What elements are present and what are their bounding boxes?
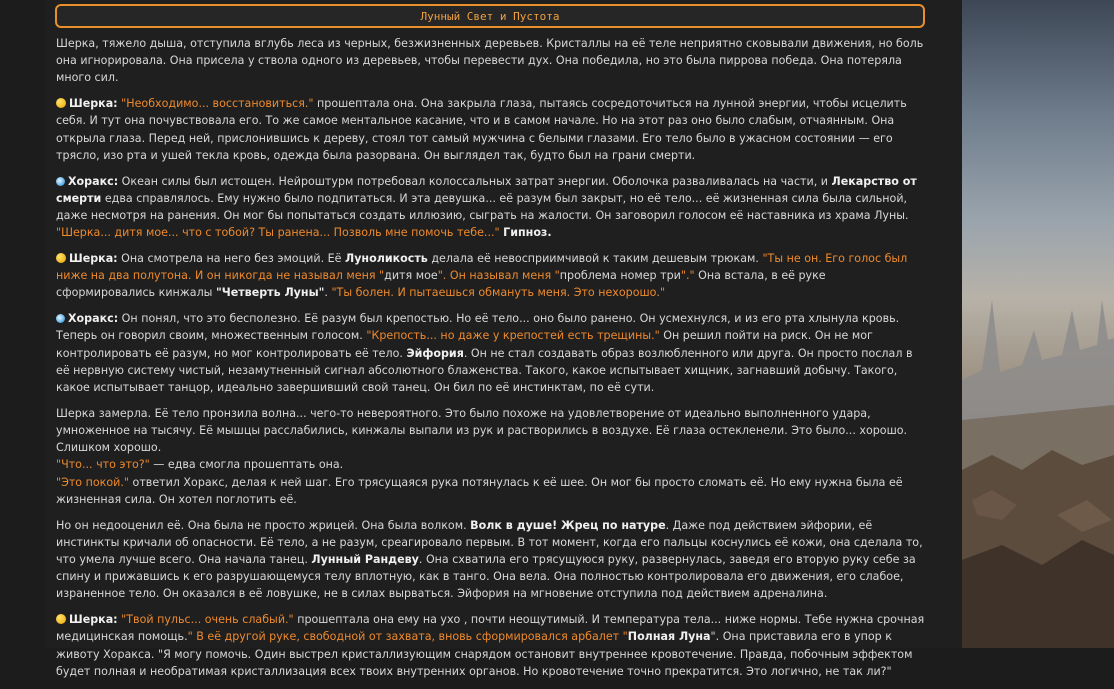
narration: Океан силы был истощен. Нейроштурм потребовал колоссальных затрат энергии. Оболочка разваливалась на части, и [118, 174, 832, 188]
page-margin [0, 0, 46, 648]
narration: . Она схватила его трясущуюся руку, развернулась, заведя его вторую руку себе за спину и прижавшись к его разрушающемуся телу вплотную, как в танго. Она вела. Она полностью контролировала его движения, его слабое, израненное тело. Он оказался в её ловушке, не в силах вырваться. Эйфория на мгновение отступила под действием адреналина. [56, 553, 916, 601]
narration: ". Она приставила его в упор к животу Хоракса. "Я могу помочь. Один выстрел кристаллизующим снарядом остановит внутреннее кровотечение. Правда, побочным эффектом будет полная и необратимая кристаллизация всех твоих внутренних органов. Но кровотечение точно прекратится. Это логично, не так ли?" [56, 630, 913, 678]
narration: — едва смогла прошептать она. [149, 458, 344, 472]
dialogue-quote: "Необходимо... восстановиться." [117, 97, 314, 111]
story-text [56, 35, 926, 689]
narration: делала её невосприимчивой к таким дешевым трюкам. [427, 252, 763, 266]
narration: . [324, 286, 332, 300]
story-title: Лунный Свет и Пустота [420, 9, 560, 23]
ability-name: Лунный Рандеву [311, 553, 419, 567]
narration: едва справлялось. Ему нужно было подпитаться. И эта девушка... её разум был закрыт, но её тело... её жизненная сила была сильной, даже несмотря на ранения. Он мог бы попытаться создать иллюзию, сыграть на жалости. Он заговорил голосом её наставника из храма Луны. [56, 191, 909, 223]
moon-icon [56, 98, 66, 108]
story-panel [46, 0, 962, 678]
dialogue-quote: "Крепость... но даже у крепостей есть трещины." [366, 329, 660, 343]
ability-name: Луноликость [344, 252, 428, 266]
dialogue-quote: " В её другой руке, свободной от захвата, вновь сформировался арбалет " [187, 630, 628, 644]
ability-name: Волк в душе! Жрец по натуре [470, 518, 666, 532]
diamond-icon [56, 314, 65, 323]
narration: . Даже под действием эйфории, её инстинкты кричали об опасности. Её тело, а не разум, среагировало первым. В тот момент, когда его пальцы коснулись её кожи, она сделала то, что умела лучше всего. Она начала танец. [56, 518, 923, 567]
dialogue-quote: "Это покой." [56, 475, 129, 489]
paragraph-1 [56, 35, 926, 87]
narration: Она встала, в её руке сформировались кинжалы [56, 269, 826, 300]
speaker-name: Хоракс: [68, 312, 119, 326]
dialogue-quote: ". Он называл меня " [437, 269, 560, 283]
speaker-name: Шерка: [69, 613, 118, 627]
dialogue-quote: "Ты не он. Его голос был ниже на два полутона. И он никогда не называл меня " [56, 252, 908, 283]
paragraph-6 [56, 405, 926, 508]
diamond-icon [56, 177, 65, 186]
narration: . Он не стал создавать образ возлюбленного или друга. Он просто послал в её нервную систему чистый, незамутненный сигнал абсолютного блаженства. Такого, какое испытывает хищник, загнавший добычу. Такого, какое испытывает танцор, идеально завершивший свой танец. Он бил по её инстинктам, по её сути. [56, 346, 913, 395]
quoted-phrase: проблема номер три [559, 269, 681, 283]
dialogue-quote: "Твой пульс... очень слабый." [117, 613, 294, 627]
narration: прошептала она. Она закрыла глаза, пытаясь сосредоточиться на лунной энергии, чтобы исцелить себя. И тут она почувствовала его. То же самое ментальное касание, что и в самом начале. Но на этот раз оно было слабым, отчаянным. Она открыла глаза. Перед ней, прислонившись к дереву, стоял тот самый мужчина с белыми глазами. Его тело было в ужасном состоянии — его трясло, изо рта и ушей текла кровь, одежда была разорвана. Он выглядел так, будто был на грани смерти. [56, 97, 907, 162]
paragraph-7 [56, 517, 926, 603]
speaker-name: Шерка: [69, 252, 118, 266]
ability-name: Лекарство от смерти [56, 174, 917, 205]
paragraph-8 [56, 611, 926, 680]
landscape-illustration [962, 0, 1114, 648]
narration: Шерка замерла. Её тело пронзила волна... чего-то невероятного. Это было похоже на удовлетворение от идеально выполненного удара, умноженное на тысячу. Её мышцы расслабились, кинжалы выпали из рук и растворились в воздухе. Её глаза остекленели. Это было... хорошо. Слишком хорошо. [56, 406, 908, 455]
ability-name: Полная Луна [627, 630, 711, 644]
quoted-phrase: дитя мое [384, 269, 438, 283]
paragraph-3 [56, 173, 926, 242]
moon-icon [56, 253, 66, 263]
narration: ответил Хоракс, делая к ней шаг. Его трясущаяся рука потянулась к её шее. Он мог бы просто сломать её. Но ему нужна была её жизненная сила. Он хотел поглотить её. [56, 475, 903, 506]
dialogue-quote: "." [680, 269, 695, 283]
narration: Она смотрела на него без эмоций. Её [117, 252, 345, 266]
background-landscape [962, 0, 1114, 648]
paragraph-5 [56, 310, 926, 396]
narration: Он понял, что это бесполезно. Её разум был крепостью. Но её тело... оно было ранено. Он усмехнулся, и из его рта хлынула кровь. Теперь он говорил своим, множественным голосом. [56, 312, 900, 343]
paragraph-4 [56, 250, 926, 302]
dialogue-quote: "Шерка... дитя мое... что с тобой? Ты ранена... Позволь мне помочь тебе..." [56, 226, 500, 240]
dialogue-quote: "Что... что это?" [56, 458, 150, 472]
moon-icon [56, 614, 66, 624]
title-bar [55, 4, 925, 28]
speaker-name: Шерка: [69, 97, 118, 111]
narration: Но он недооценил её. Она была не просто жрицей. Она была волком. [56, 518, 471, 532]
paragraph-2 [56, 95, 926, 164]
ability-name: Гипноз. [503, 226, 552, 240]
narration: прошептала она ему на ухо , почти неощутимый. И температура тела... ниже нормы. Тебе нужна срочная медицинская помощь. [56, 613, 925, 644]
ability-name: Эйфория [406, 346, 464, 360]
narration: Шерка, тяжело дыша, отступила вглубь леса из черных, безжизненных деревьев. Кристаллы на её теле неприятно сковывали движения, но боль она игнорировала. Она присела у ствола одного из деревьев, чтобы перевести дух. Она победила, но это была пирровa победа. Она потеряла много сил. [56, 37, 924, 85]
speaker-name: Хоракс: [68, 174, 119, 188]
narration: Он решил пойти на риск. Он не мог контролировать её разум, но мог контролировать её тело. [56, 329, 873, 360]
ability-name: "Четверть Луны" [215, 286, 325, 300]
dialogue-quote: "Ты болен. И пытаешься обмануть меня. Это нехорошо." [331, 286, 666, 300]
